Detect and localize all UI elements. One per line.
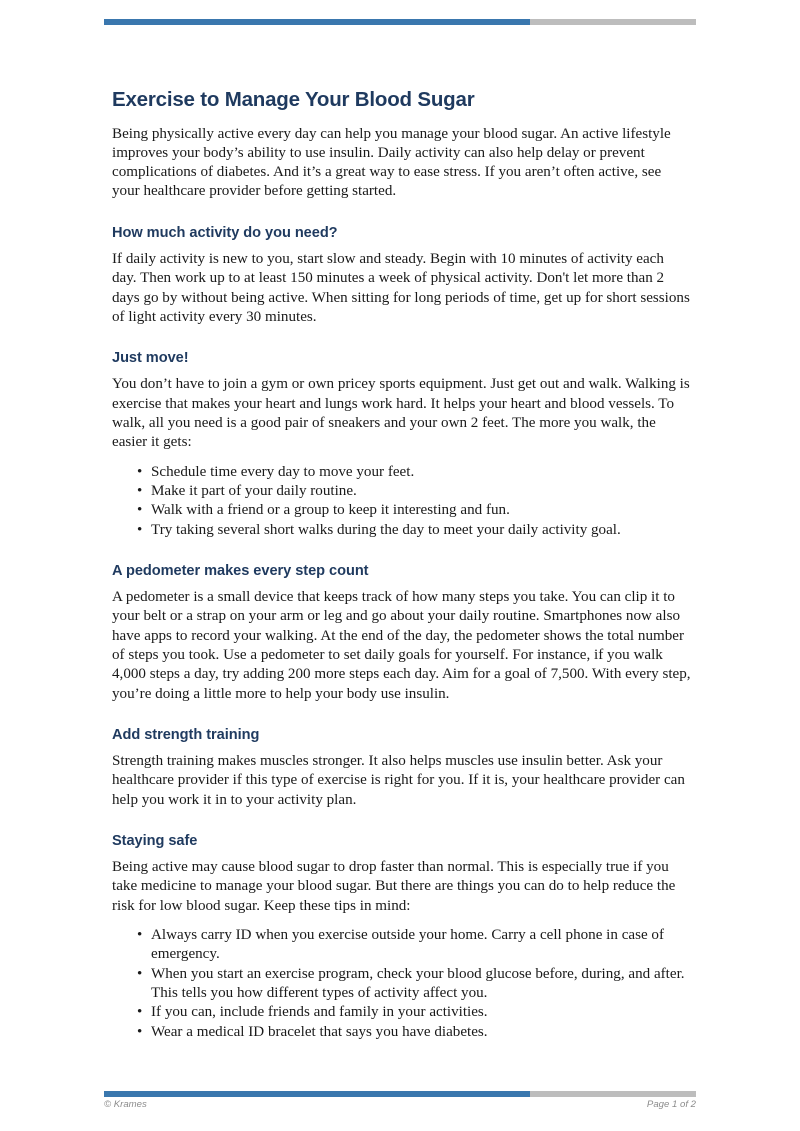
list-item: • Try taking several short walks during the day to meet your daily activity goal.: [112, 521, 692, 540]
copyright-notice: © Krames: [104, 1099, 147, 1110]
section-paragraph: A pedometer is a small device that keeps track of how many steps you take. You can clip it to your belt or a strap on your arm or leg and go about your daily routine. Smartphones now also have apps to record your walking. At the end of the day, the pedometer shows the total number of steps you took. Use a pedometer to set daily goals for yourself. For instance, if you walk 4,000 steps a day, try adding 200 more steps each day. Aim for a goal of 7,500. With every step, you’re doing a little more to help your body use insulin.: [112, 589, 691, 702]
document-content: [112, 88, 692, 1042]
header-rule-blue-segment: [104, 19, 530, 25]
list-item: • Always carry ID when you exercise outside your home. Carry a cell phone in case of emergency.: [112, 926, 692, 965]
section-just-move: [112, 349, 692, 540]
footer-rule-gray-segment: [530, 1091, 696, 1097]
page-title: Exercise to Manage Your Blood Sugar: [112, 88, 475, 111]
section-heading: Staying safe: [112, 832, 198, 849]
list-item: • Schedule time every day to move your feet.: [112, 463, 692, 482]
list-item: • Walk with a friend or a group to keep it interesting and fun.: [112, 501, 692, 520]
section-staying-safe: [112, 832, 692, 1042]
section-paragraph: If daily activity is new to you, start slow and steady. Begin with 10 minutes of activity each day. Then work up to at least 150 minutes a week of physical activity. Don't let more than 2 days go by without being active. When sitting for long periods of time, get up for short sessions of light activity every 30 minutes.: [112, 251, 690, 325]
bullet-list: [112, 463, 692, 540]
list-item: • When you start an exercise program, check your blood glucose before, during, and after. This tells you how different types of activity affect you.: [112, 965, 692, 1004]
bullet-list: [112, 926, 692, 1042]
section-pedometer: [112, 562, 692, 704]
section-strength-training: [112, 726, 692, 810]
header-rule-gray-segment: [530, 19, 696, 25]
page-number: Page 1 of 2: [646, 1099, 696, 1110]
section-heading: Add strength training: [112, 726, 260, 743]
section-heading: How much activity do you need?: [112, 224, 338, 241]
section-how-much-activity: [112, 224, 692, 327]
list-item: • Make it part of your daily routine.: [112, 482, 692, 501]
footer-rule-blue-segment: [104, 1091, 530, 1097]
list-item: • If you can, include friends and family in your activities.: [112, 1003, 692, 1022]
page-footer: [104, 1099, 696, 1110]
footer-rule: [104, 1091, 696, 1097]
list-item: • Wear a medical ID bracelet that says you have diabetes.: [112, 1023, 692, 1042]
section-paragraph: Strength training makes muscles stronger. It also helps muscles use insulin better. Ask your healthcare provider if this type of exercise is right for you. If it is, your healthcare provider can help you work it in to your activity plan.: [112, 753, 685, 808]
section-paragraph: You don’t have to join a gym or own pricey sports equipment. Just get out and walk. Walking is exercise that makes your heart and lungs work hard. It helps your heart and blood vessels. To walk, all you need is a good pair of sneakers and your own 2 feet. The more you walk, the easier it gets:: [112, 376, 690, 451]
section-heading: Just move!: [112, 350, 189, 367]
section-heading: A pedometer makes every step count: [112, 562, 369, 579]
intro-paragraph: Being physically active every day can help you manage your blood sugar. An active lifestyle improves your body’s ability to use insulin. Daily activity can also help delay or prevent complications of diabetes. And it’s a great way to ease stress. If you aren’t often active, see your healthcare provider before getting started.: [112, 125, 671, 200]
section-paragraph: Being active may cause blood sugar to drop faster than normal. This is especially true if you take medicine to manage your blood sugar. But there are things you can do to help reduce the risk for low blood sugar. Keep these tips in mind:: [112, 859, 676, 914]
header-rule: [104, 19, 696, 25]
